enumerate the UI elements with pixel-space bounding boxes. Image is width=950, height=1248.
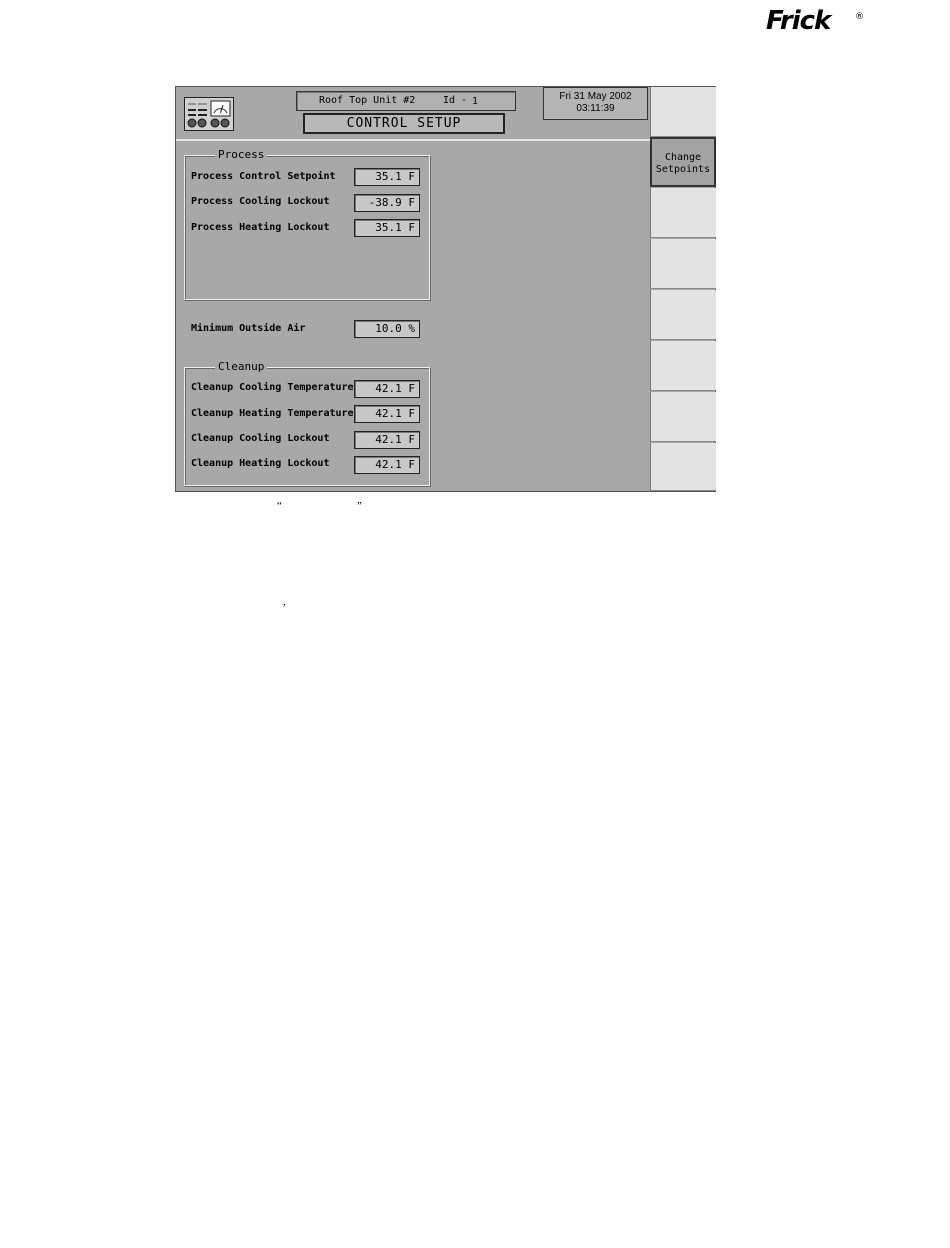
side-button-4[interactable]: [650, 239, 716, 289]
unit-id-box: [296, 91, 516, 111]
side-button-column: [650, 87, 716, 491]
cleanup-legend: Cleanup: [215, 360, 267, 374]
time-text: 03:11:39: [576, 103, 615, 114]
side-button-3[interactable]: [650, 188, 716, 238]
side-button-6[interactable]: [650, 341, 716, 391]
process-heating-lockout-label: Process Heating Lockout: [191, 222, 330, 233]
comma-mark: ,: [283, 596, 286, 608]
side-button-8[interactable]: [650, 443, 716, 491]
date-text: Fri 31 May 2002: [559, 91, 632, 102]
process-control-setpoint-field[interactable]: 35.1 F: [354, 168, 420, 186]
side-button-5[interactable]: [650, 290, 716, 340]
minimum-outside-air-label: Minimum Outside Air: [191, 323, 306, 334]
process-cooling-lockout-field[interactable]: -38.9 F: [354, 194, 420, 212]
side-button-1[interactable]: [650, 87, 716, 137]
frick-logo: [766, 6, 864, 36]
cleanup-cooling-lockout-label: Cleanup Cooling Lockout: [191, 433, 330, 444]
cleanup-heating-temperature-field[interactable]: 42.1 F: [354, 405, 420, 423]
screen-title: CONTROL SETUP: [303, 113, 505, 134]
cleanup-cooling-temperature-label: Cleanup Cooling Temperature: [191, 382, 354, 393]
close-quote-mark: ”: [357, 500, 362, 512]
process-heating-lockout-field[interactable]: 35.1 F: [354, 219, 420, 237]
unit-name: Roof Top Unit #2: [319, 95, 416, 106]
screen-header: [176, 87, 650, 141]
process-cooling-lockout-label: Process Cooling Lockout: [191, 196, 330, 207]
process-control-setpoint-label: Process Control Setpoint: [191, 171, 336, 182]
cleanup-cooling-lockout-field[interactable]: 42.1 F: [354, 431, 420, 449]
logo-text: Frick: [766, 6, 831, 36]
cleanup-heating-temperature-label: Cleanup Heating Temperature: [191, 408, 354, 419]
control-panel-screen: [175, 86, 716, 492]
cleanup-cooling-temperature-field[interactable]: 42.1 F: [354, 380, 420, 398]
open-quote-mark: “: [277, 500, 282, 512]
id-label: Id -: [443, 95, 468, 106]
side-button-7[interactable]: [650, 392, 716, 442]
cleanup-heating-lockout-field[interactable]: 42.1 F: [354, 456, 420, 474]
date-time-display: [543, 87, 648, 120]
cleanup-heating-lockout-label: Cleanup Heating Lockout: [191, 458, 330, 469]
change-setpoints-label: [652, 139, 714, 176]
minimum-outside-air-field[interactable]: 10.0 %: [354, 320, 420, 338]
process-legend: Process: [215, 148, 267, 162]
registered-mark: ®: [855, 12, 864, 22]
panel-gauge-icon: [184, 97, 234, 131]
change-setpoints-line1: Change: [664, 152, 702, 163]
change-setpoints-line2: Setpoints: [655, 164, 711, 175]
id-value: 1: [472, 96, 479, 107]
change-setpoints-button[interactable]: [650, 137, 716, 187]
